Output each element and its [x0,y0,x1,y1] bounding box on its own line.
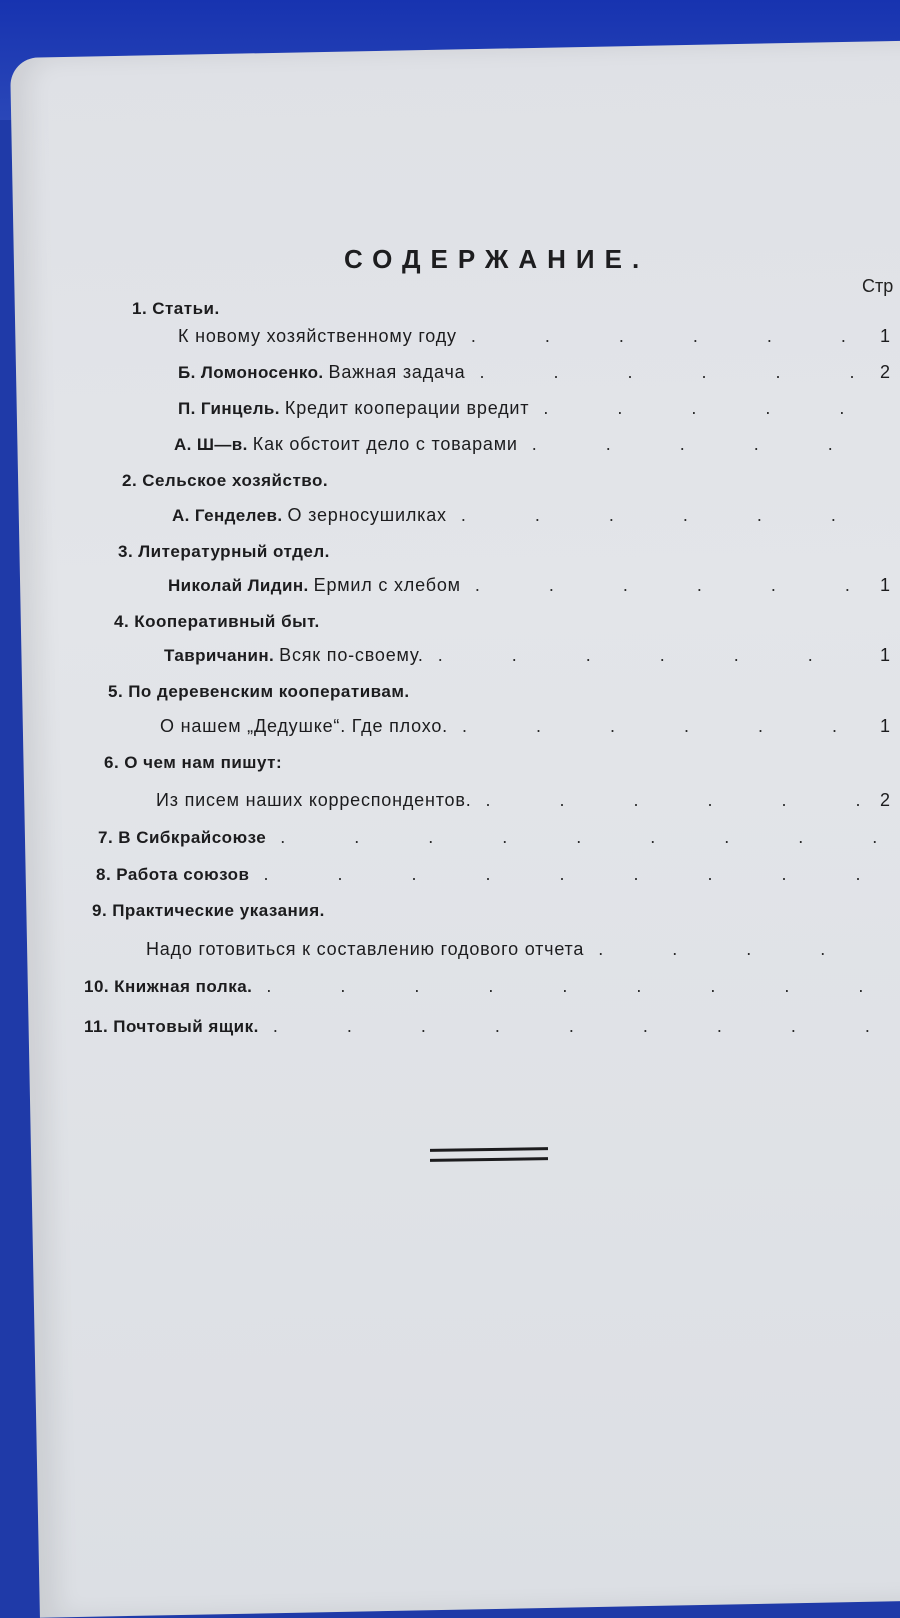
section-title: Книжная полка. [114,977,253,996]
leader-dots [543,398,874,419]
section-heading [132,298,220,319]
section-title: Практические указания. [112,901,325,920]
section-number: 7. [98,828,114,847]
entry-title: Ермил с хлебом [313,575,461,595]
toc-entry [172,505,878,526]
section-number: 9. [92,901,108,920]
section-number: 4. [114,612,130,631]
section-heading [84,1016,888,1037]
leader-dots [438,645,876,666]
toc-entry [174,434,878,455]
page-column-header: Стр [862,276,894,296]
page-title: СОДЕРЖАНИЕ. [344,244,650,274]
section-number: 8. [96,865,112,884]
section-title: Кооперативный быт. [134,612,320,631]
section-heading [108,681,410,702]
section-heading [96,864,888,885]
toc-entry [156,790,890,811]
toc-entry [160,716,890,737]
section-number: 1. [132,299,148,318]
entry-page: 1 [879,645,890,665]
entry-page: 1 [879,575,890,595]
leader-dots [266,976,888,997]
section-heading [122,470,328,491]
entry-title: Всяк по-своему. [279,645,424,665]
divider-rule [430,1147,548,1152]
entry-author: Б. Ломоносенко. [178,363,324,382]
section-title: Работа союзов [116,865,250,884]
section-title: Почтовый ящик. [113,1017,259,1036]
entry-page: 2 [879,790,890,810]
leader-dots [471,326,876,347]
section-heading [104,752,282,773]
leader-dots [475,575,876,596]
entry-title: Надо готовиться к составлению годового отчета [146,939,585,959]
section-number: 5. [108,682,124,701]
section-number: 2. [122,471,138,490]
entry-title: О нашем „Дедушке“. Где плохо. [160,716,448,736]
section-heading [84,976,888,997]
entry-author: П. Гинцель. [178,399,280,418]
entry-page: 1 [879,716,890,736]
section-title: В Сибкрайсоюзе [118,828,267,847]
section-heading [118,541,330,562]
leader-dots [532,434,874,455]
leader-dots [280,827,888,848]
section-number: 6. [104,753,120,772]
section-heading [98,827,888,848]
section-heading [114,611,320,632]
entry-page: 2 [879,362,890,382]
leader-dots [486,790,876,811]
leader-dots [479,362,876,383]
section-title: Статьи. [152,299,220,318]
section-heading [92,900,325,921]
entry-title: Из писем наших корреспондентов. [156,790,472,810]
entry-title: Важная задача [328,362,466,382]
entry-page: 1 [879,326,890,346]
entry-author: А. Генделев. [172,506,283,525]
leader-dots [462,716,876,737]
section-title: О чем нам пишут: [124,753,283,772]
entry-title: О зерносушилках [287,505,447,525]
toc-entry [164,645,890,666]
leader-dots [461,505,874,526]
leader-dots [263,864,888,885]
toc-entry [146,939,888,960]
entry-author: Николай Лидин. [168,576,309,595]
entry-title: Кредит кооперации вредит [284,398,530,418]
section-number: 11. [84,1017,109,1036]
section-title: Литературный отдел. [138,542,330,561]
entry-title: К новому хозяйственному году [178,326,457,346]
divider-rule [430,1157,548,1162]
toc-entry [168,575,890,596]
section-number: 10. [84,977,110,996]
toc-entry [178,326,890,347]
section-number: 3. [118,542,134,561]
toc-entry [178,398,878,419]
entry-title: Как обстоит дело с товарами [252,434,518,454]
section-title: Сельское хозяйство. [142,471,329,490]
entry-author: А. Ш—в. [174,435,248,454]
entry-author: Тавричанин. [164,646,275,665]
leader-dots [598,939,888,960]
section-title: По деревенским кооперативам. [128,682,410,701]
leader-dots [273,1016,888,1037]
toc-entry [178,362,890,383]
